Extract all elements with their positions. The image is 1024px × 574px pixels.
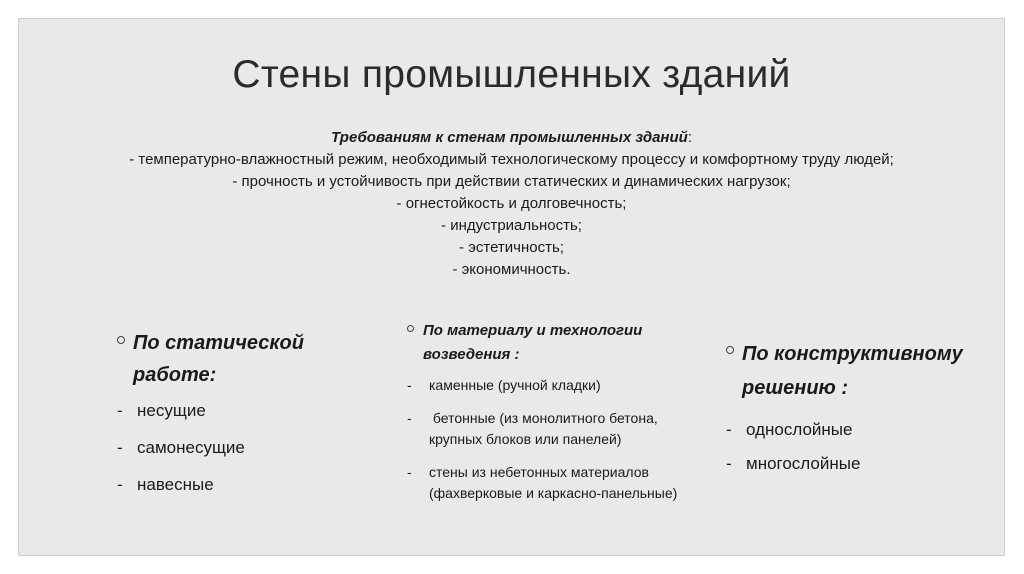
list-item: - навесные [117, 475, 214, 494]
requirement-line: - прочность и устойчивость при действии статических и динамических нагрузок; [232, 173, 791, 190]
requirements-heading: Требованиям к стенам промышленных зданий: [331, 129, 692, 146]
circle-bullet-icon [726, 346, 734, 354]
column-heading: По конструктивному решению : [726, 337, 976, 405]
column-material [407, 319, 682, 516]
column-construction [726, 337, 976, 481]
column-heading: По статической работе: [117, 327, 347, 391]
page-title: Стены промышленных зданий [232, 53, 791, 96]
list-item: - стены из небетонных материалов (фахверковые и каркасно-панельные) [407, 464, 678, 501]
list-item: - самонесущие [117, 438, 245, 457]
slide [18, 18, 1005, 556]
requirement-line: - индустриальность; [441, 217, 582, 234]
list-item: - несущие [117, 401, 206, 420]
requirement-line: - экономичность. [452, 261, 571, 278]
requirement-line: - эстетичность; [459, 239, 564, 256]
column-static-work [117, 327, 347, 502]
list-item: - каменные (ручной кладки) [407, 377, 601, 393]
requirement-line: - температурно-влажностный режим, необходимый технологическому процессу и комфортному труду людей; [129, 151, 894, 168]
column-heading: По материалу и технологии возведения : [407, 319, 682, 367]
requirements-block [19, 127, 1004, 281]
circle-bullet-icon [117, 336, 125, 344]
list-item: - бетонные (из монолитного бетона, крупных блоков или панелей) [407, 410, 662, 447]
circle-bullet-icon [407, 325, 414, 332]
list-item: - многослойные [726, 454, 861, 473]
list-item: - однослойные [726, 420, 853, 439]
requirement-line: - огнестойкость и долговечность; [396, 195, 627, 212]
